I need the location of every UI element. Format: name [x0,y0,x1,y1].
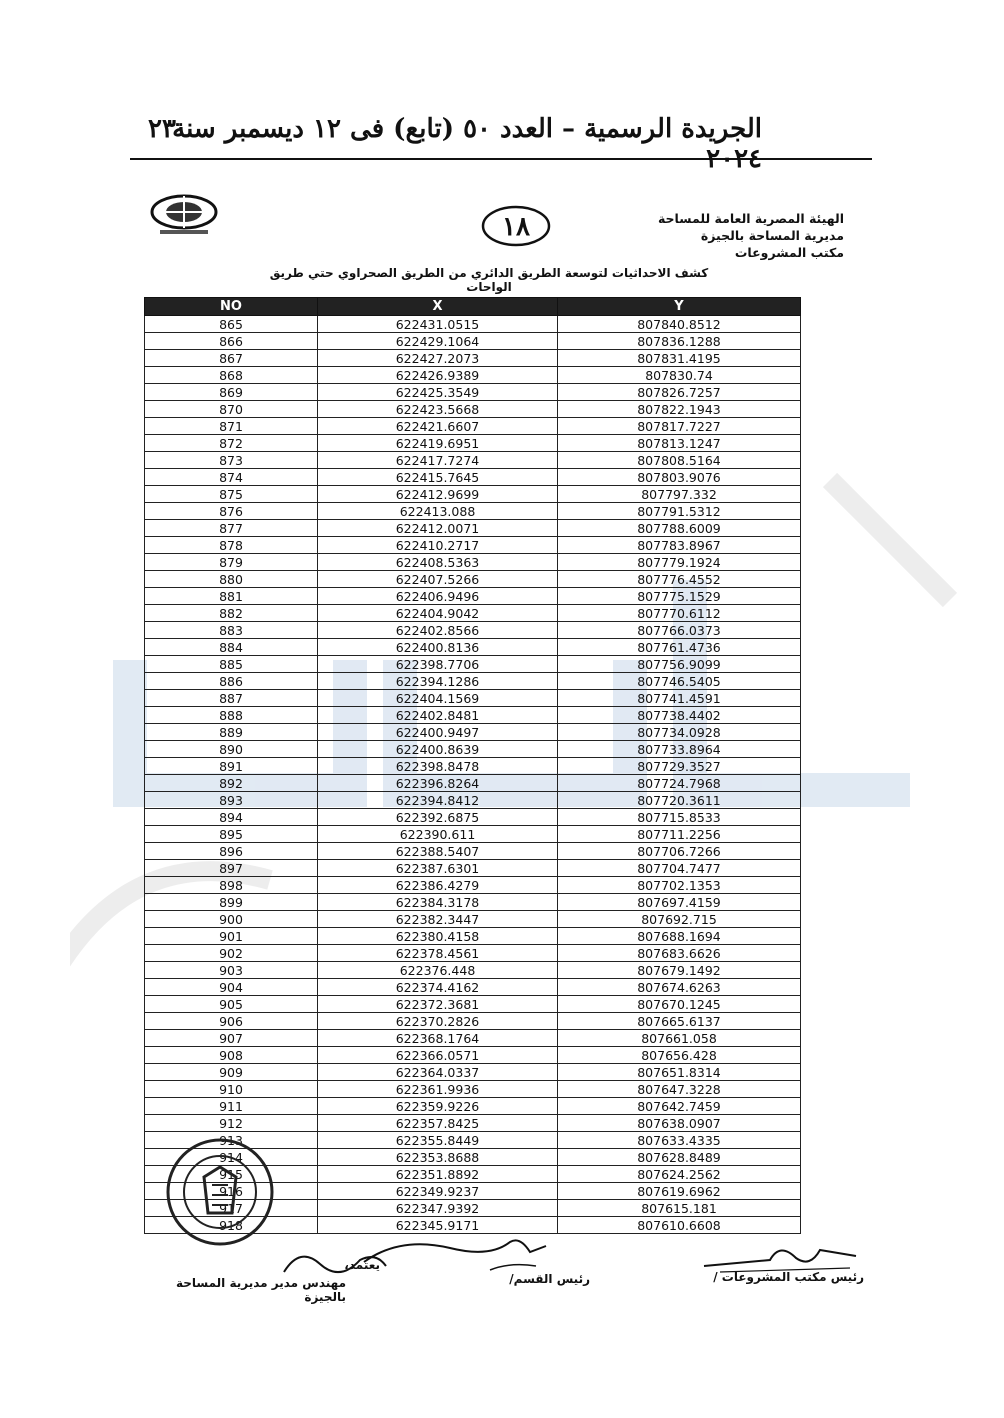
y-coordinate-cell: 807624.2562 [558,1166,801,1183]
table-row [145,656,801,673]
signature-scribble-middle [360,1232,550,1276]
y-coordinate-cell: 807724.7968 [558,775,801,792]
table-row [145,588,801,605]
x-coordinate-cell: 622407.5266 [318,571,558,588]
x-coordinate-cell: 622425.3549 [318,384,558,401]
point-number-cell: 882 [145,605,318,622]
approval-label: يعتمد، [344,1258,380,1272]
table-row [145,928,801,945]
y-coordinate-cell: 807831.4195 [558,350,801,367]
table-row [145,673,801,690]
point-number-cell: 917 [145,1200,318,1217]
x-coordinate-cell: 622347.9392 [318,1200,558,1217]
x-coordinate-cell: 622380.4158 [318,928,558,945]
table-row [145,571,801,588]
x-coordinate-cell: 622419.6951 [318,435,558,452]
table-row [145,1064,801,1081]
y-coordinate-cell: 807615.181 [558,1200,801,1217]
x-coordinate-cell: 622426.9389 [318,367,558,384]
y-coordinate-cell: 807741.4591 [558,690,801,707]
point-number-cell: 891 [145,758,318,775]
point-number-cell: 883 [145,622,318,639]
y-coordinate-cell: 807674.6263 [558,979,801,996]
point-number-cell: 913 [145,1132,318,1149]
x-coordinate-cell: 622396.8264 [318,775,558,792]
y-coordinate-cell: 807729.3527 [558,758,801,775]
x-coordinate-cell: 622423.5668 [318,401,558,418]
official-seal-icon [160,1135,280,1250]
x-coordinate-cell: 622384.3178 [318,894,558,911]
y-coordinate-cell: 807683.6626 [558,945,801,962]
y-coordinate-cell: 807610.6608 [558,1217,801,1234]
x-coordinate-cell: 622370.2826 [318,1013,558,1030]
table-row [145,690,801,707]
y-coordinate-cell: 807746.5405 [558,673,801,690]
y-coordinate-cell: 807697.4159 [558,894,801,911]
point-number-cell: 911 [145,1098,318,1115]
page-number: ٢٣ [148,114,176,144]
point-number-cell: 872 [145,435,318,452]
x-coordinate-cell: 622410.2717 [318,537,558,554]
point-number-cell: 866 [145,333,318,350]
point-number-cell: 903 [145,962,318,979]
x-coordinate-cell: 622394.1286 [318,673,558,690]
y-coordinate-cell: 807791.5312 [558,503,801,520]
y-coordinate-cell: 807776.4552 [558,571,801,588]
x-coordinate-cell: 622349.9237 [318,1183,558,1200]
x-coordinate-cell: 622394.8412 [318,792,558,809]
point-number-cell: 865 [145,316,318,333]
table-row [145,894,801,911]
y-coordinate-cell: 807704.7477 [558,860,801,877]
y-coordinate-cell: 807665.6137 [558,1013,801,1030]
x-coordinate-cell: 622398.7706 [318,656,558,673]
x-coordinate-cell: 622387.6301 [318,860,558,877]
x-coordinate-cell: 622412.9699 [318,486,558,503]
table-row [145,435,801,452]
x-coordinate-cell: 622388.5407 [318,843,558,860]
table-row [145,775,801,792]
table-row [145,792,801,809]
table-row [145,605,801,622]
table-header-row [145,298,801,316]
table-row [145,809,801,826]
x-coordinate-cell: 622359.9226 [318,1098,558,1115]
point-number-cell: 889 [145,724,318,741]
column-header-x: X [318,298,558,316]
authority-name: الهيئة المصرية العامة للمساحة [657,211,844,226]
point-number-cell: 897 [145,860,318,877]
table-row [145,843,801,860]
y-coordinate-cell: 807670.1245 [558,996,801,1013]
y-coordinate-cell: 807711.2256 [558,826,801,843]
point-number-cell: 881 [145,588,318,605]
point-number-cell: 870 [145,401,318,418]
point-number-cell: 892 [145,775,318,792]
y-coordinate-cell: 807779.1924 [558,554,801,571]
gazette-header [130,110,872,174]
point-number-cell: 879 [145,554,318,571]
table-row [145,1115,801,1132]
x-coordinate-cell: 622427.2073 [318,350,558,367]
y-coordinate-cell: 807656.428 [558,1047,801,1064]
table-row [145,1098,801,1115]
table-row [145,1013,801,1030]
table-row [145,758,801,775]
table-row [145,554,801,571]
y-coordinate-cell: 807775.1529 [558,588,801,605]
x-coordinate-cell: 622392.6875 [318,809,558,826]
x-coordinate-cell: 622368.1764 [318,1030,558,1047]
point-number-cell: 873 [145,452,318,469]
point-number-cell: 893 [145,792,318,809]
point-number-cell: 868 [145,367,318,384]
y-coordinate-cell: 807756.9099 [558,656,801,673]
point-number-cell: 905 [145,996,318,1013]
table-row [145,741,801,758]
table-row [145,945,801,962]
y-coordinate-cell: 807761.4736 [558,639,801,656]
point-number-cell: 888 [145,707,318,724]
table-row [145,486,801,503]
table-row [145,350,801,367]
table-row [145,826,801,843]
point-number-cell: 910 [145,1081,318,1098]
point-number-cell: 894 [145,809,318,826]
point-number-cell: 914 [145,1149,318,1166]
y-coordinate-cell: 807702.1353 [558,877,801,894]
table-row [145,367,801,384]
y-coordinate-cell: 807836.1288 [558,333,801,350]
y-coordinate-cell: 807813.1247 [558,435,801,452]
table-body [145,316,801,1234]
y-coordinate-cell: 807647.3228 [558,1081,801,1098]
y-coordinate-cell: 807738.4402 [558,707,801,724]
department-block [658,210,844,261]
x-coordinate-cell: 622372.3681 [318,996,558,1013]
point-number-cell: 895 [145,826,318,843]
y-coordinate-cell: 807619.6962 [558,1183,801,1200]
point-number-cell: 887 [145,690,318,707]
point-number-cell: 869 [145,384,318,401]
table-row [145,996,801,1013]
x-coordinate-cell: 622386.4279 [318,877,558,894]
y-coordinate-cell: 807692.715 [558,911,801,928]
table-row [145,503,801,520]
directorate-head-signature: مهندس مدير مديرية المساحة بالجيزة [175,1276,346,1304]
table-row [145,333,801,350]
y-coordinate-cell: 807679.1492 [558,962,801,979]
table-row [145,622,801,639]
x-coordinate-cell: 622374.4162 [318,979,558,996]
y-coordinate-cell: 807661.058 [558,1030,801,1047]
table-row [145,707,801,724]
projects-office-head-signature: رئيس مكتب المشروعات / [713,1270,864,1284]
y-coordinate-cell: 807830.74 [558,367,801,384]
x-coordinate-cell: 622364.0337 [318,1064,558,1081]
point-number-cell: 886 [145,673,318,690]
gazette-title: الجريدة الرسمية – العدد ٥٠ (تابع) فى ١٢ ديسمبر سنة ٢٠٢٤ [172,114,762,174]
x-coordinate-cell: 622376.448 [318,962,558,979]
point-number-cell: 875 [145,486,318,503]
x-coordinate-cell: 622361.9936 [318,1081,558,1098]
x-coordinate-cell: 622345.9171 [318,1217,558,1234]
y-coordinate-cell: 807822.1943 [558,401,801,418]
x-coordinate-cell: 622400.8136 [318,639,558,656]
table-row [145,469,801,486]
table-row [145,911,801,928]
point-number-cell: 918 [145,1217,318,1234]
section-head-signature: رئيس القسم/ [509,1272,590,1286]
x-coordinate-cell: 622390.611 [318,826,558,843]
point-number-cell: 909 [145,1064,318,1081]
table-row [145,1081,801,1098]
x-coordinate-cell: 622357.8425 [318,1115,558,1132]
x-coordinate-cell: 622415.7645 [318,469,558,486]
table-row [145,452,801,469]
table-row [145,401,801,418]
table-row [145,877,801,894]
point-number-cell: 900 [145,911,318,928]
x-coordinate-cell: 622366.0571 [318,1047,558,1064]
column-header-no: NO [145,298,318,316]
x-coordinate-cell: 622408.5363 [318,554,558,571]
point-number-cell: 904 [145,979,318,996]
point-number-cell: 907 [145,1030,318,1047]
x-coordinate-cell: 622400.8639 [318,741,558,758]
x-coordinate-cell: 622400.9497 [318,724,558,741]
authority-logo-icon [138,190,230,238]
table-row [145,1030,801,1047]
coordinates-table [144,297,801,1234]
y-coordinate-cell: 807826.7257 [558,384,801,401]
y-coordinate-cell: 807770.6112 [558,605,801,622]
table-row [145,639,801,656]
point-number-cell: 871 [145,418,318,435]
table-row [145,537,801,554]
y-coordinate-cell: 807808.5164 [558,452,801,469]
point-number-cell: 901 [145,928,318,945]
point-number-cell: 877 [145,520,318,537]
y-coordinate-cell: 807803.9076 [558,469,801,486]
y-coordinate-cell: 807783.8967 [558,537,801,554]
y-coordinate-cell: 807633.4335 [558,1132,801,1149]
x-coordinate-cell: 622417.7274 [318,452,558,469]
sheet-number: ١٨ [502,212,530,242]
y-coordinate-cell: 807788.6009 [558,520,801,537]
x-coordinate-cell: 622378.4561 [318,945,558,962]
sheet-number-mark [480,204,552,248]
y-coordinate-cell: 807706.7266 [558,843,801,860]
point-number-cell: 884 [145,639,318,656]
point-number-cell: 880 [145,571,318,588]
point-number-cell: 899 [145,894,318,911]
point-number-cell: 902 [145,945,318,962]
point-number-cell: 912 [145,1115,318,1132]
table-row [145,979,801,996]
x-coordinate-cell: 622355.8449 [318,1132,558,1149]
point-number-cell: 915 [145,1166,318,1183]
y-coordinate-cell: 807651.8314 [558,1064,801,1081]
x-coordinate-cell: 622402.8566 [318,622,558,639]
x-coordinate-cell: 622429.1064 [318,333,558,350]
x-coordinate-cell: 622353.8688 [318,1149,558,1166]
y-coordinate-cell: 807817.7227 [558,418,801,435]
y-coordinate-cell: 807733.8964 [558,741,801,758]
point-number-cell: 896 [145,843,318,860]
table-row [145,418,801,435]
x-coordinate-cell: 622398.8478 [318,758,558,775]
point-number-cell: 898 [145,877,318,894]
table-row [145,724,801,741]
directorate-name: مديرية المساحة بالجيزة [700,228,844,243]
point-number-cell: 885 [145,656,318,673]
x-coordinate-cell: 622402.8481 [318,707,558,724]
point-number-cell: 916 [145,1183,318,1200]
x-coordinate-cell: 622382.3447 [318,911,558,928]
y-coordinate-cell: 807766.0373 [558,622,801,639]
x-coordinate-cell: 622351.8892 [318,1166,558,1183]
y-coordinate-cell: 807797.332 [558,486,801,503]
x-coordinate-cell: 622412.0071 [318,520,558,537]
office-name: مكتب المشروعات [734,245,844,260]
table-row [145,1047,801,1064]
column-header-y: Y [558,298,801,316]
x-coordinate-cell: 622431.0515 [318,316,558,333]
table-row [145,860,801,877]
x-coordinate-cell: 622404.1569 [318,690,558,707]
y-coordinate-cell: 807715.8533 [558,809,801,826]
y-coordinate-cell: 807638.0907 [558,1115,801,1132]
x-coordinate-cell: 622421.6607 [318,418,558,435]
y-coordinate-cell: 807642.7459 [558,1098,801,1115]
point-number-cell: 890 [145,741,318,758]
point-number-cell: 878 [145,537,318,554]
table-row [145,962,801,979]
table-row [145,384,801,401]
point-number-cell: 867 [145,350,318,367]
y-coordinate-cell: 807688.1694 [558,928,801,945]
document-title: كشف الاحداثيات لتوسعة الطريق الدائري من الطريق الصحراوي حتي طريق الواحات [269,266,709,294]
table-row [145,316,801,333]
x-coordinate-cell: 622404.9042 [318,605,558,622]
y-coordinate-cell: 807734.0928 [558,724,801,741]
y-coordinate-cell: 807628.8489 [558,1149,801,1166]
point-number-cell: 874 [145,469,318,486]
y-coordinate-cell: 807720.3611 [558,792,801,809]
x-coordinate-cell: 622406.9496 [318,588,558,605]
point-number-cell: 906 [145,1013,318,1030]
point-number-cell: 876 [145,503,318,520]
table-row [145,520,801,537]
point-number-cell: 908 [145,1047,318,1064]
x-coordinate-cell: 622413.088 [318,503,558,520]
y-coordinate-cell: 807840.8512 [558,316,801,333]
